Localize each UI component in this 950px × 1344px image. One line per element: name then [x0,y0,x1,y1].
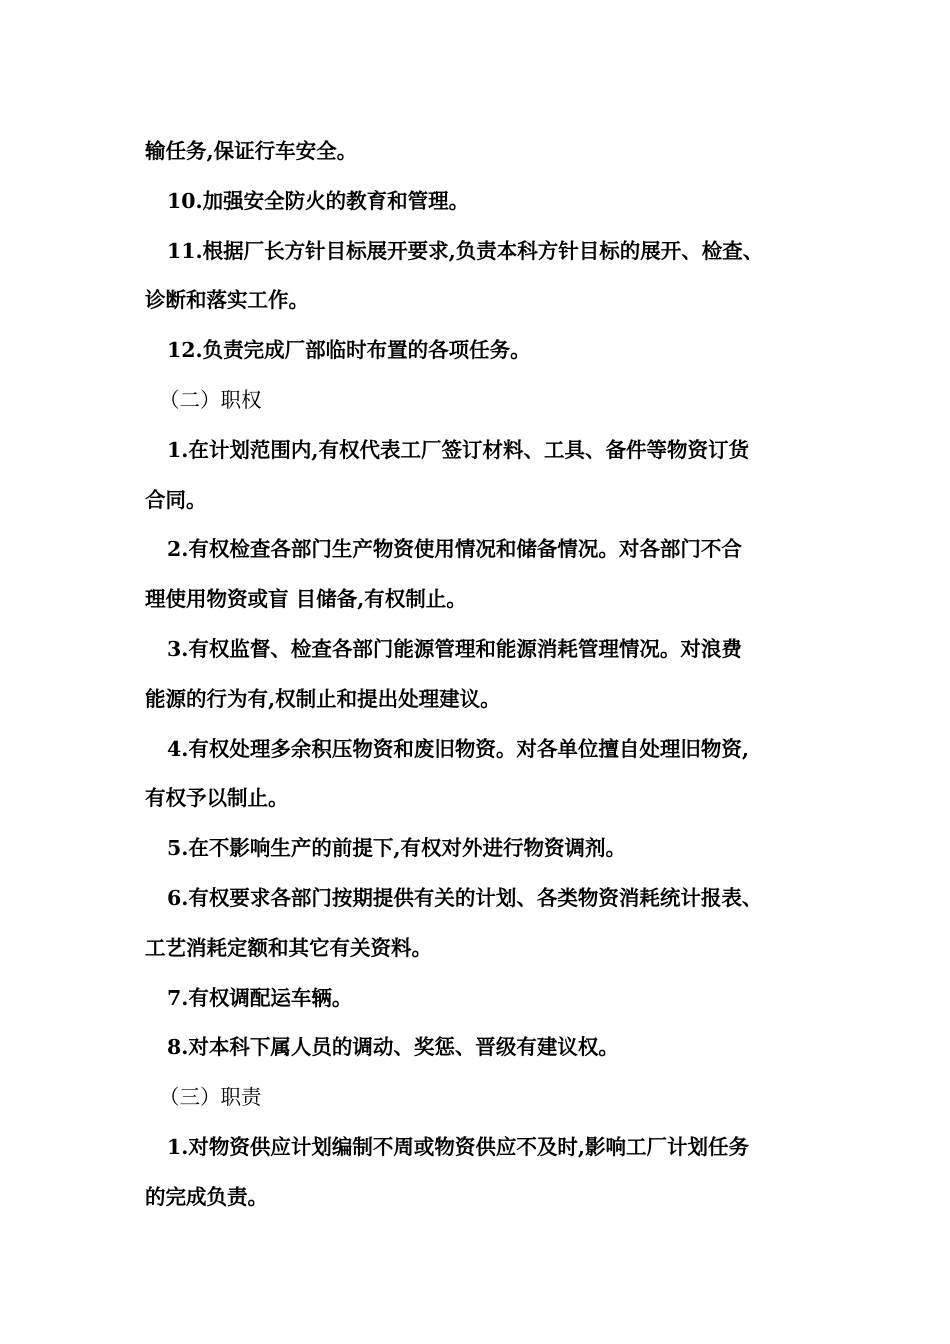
paragraph-line-authority-5: 5.在不影响生产的前提下,有权对外进行物资调剂。 [167,836,627,861]
paragraph-line-authority-6-cont: 工艺消耗定额和其它有关资料。 [145,935,432,960]
section-heading-responsibility: （三）职责 [159,1085,262,1110]
paragraph-line-continuation: 输任务,保证行车安全。 [145,139,358,163]
paragraph-line-authority-3-cont: 能源的行为有,权制止和提出处理建议。 [145,686,501,711]
paragraph-line-authority-2-cont: 理使用物资或盲 目储备,有权制止。 [145,587,467,612]
paragraph-line-item-11: 11.根据厂长方针目标展开要求,负责本科方针目标的展开、检查、 [167,238,764,263]
paragraph-line-authority-4-cont: 有权予以制止。 [145,786,289,811]
paragraph-line-responsibility-1-cont: 的完成负责。 [145,1184,268,1209]
paragraph-line-responsibility-1: 1.对物资供应计划编制不周或物资供应不及时,影响工厂计划任务 [167,1134,750,1159]
paragraph-line-item-11-cont: 诊断和落实工作。 [145,288,309,313]
paragraph-line-authority-6: 6.有权要求各部门按期提供有关的计划、各类物资消耗统计报表、 [167,885,763,910]
paragraph-line-authority-1-cont: 合同。 [145,487,207,512]
paragraph-line-authority-7: 7.有权调配运车辆。 [167,985,353,1010]
paragraph-line-authority-4: 4.有权处理多余积压物资和废旧物资。对各单位擅自处理旧物资, [167,736,750,761]
section-heading-authority: （二）职权 [159,387,262,412]
paragraph-line-item-10: 10.加强安全防火的教育和管理。 [167,188,470,213]
paragraph-line-authority-8: 8.对本科下属人员的调动、奖惩、晋级有建议权。 [167,1035,619,1060]
paragraph-line-authority-2: 2.有权检查各部门生产物资使用情况和储备情况。对各部门不合 [167,537,742,562]
paragraph-line-authority-1: 1.在计划范围内,有权代表工厂签订材料、工具、备件等物资订货 [167,437,750,462]
document-body [145,127,810,1223]
paragraph-line-authority-3: 3.有权监督、检查各部门能源管理和能源消耗管理情况。对浪费 [167,636,742,661]
paragraph-line-item-12: 12.负责完成厂部临时布置的各项任务。 [167,338,531,363]
